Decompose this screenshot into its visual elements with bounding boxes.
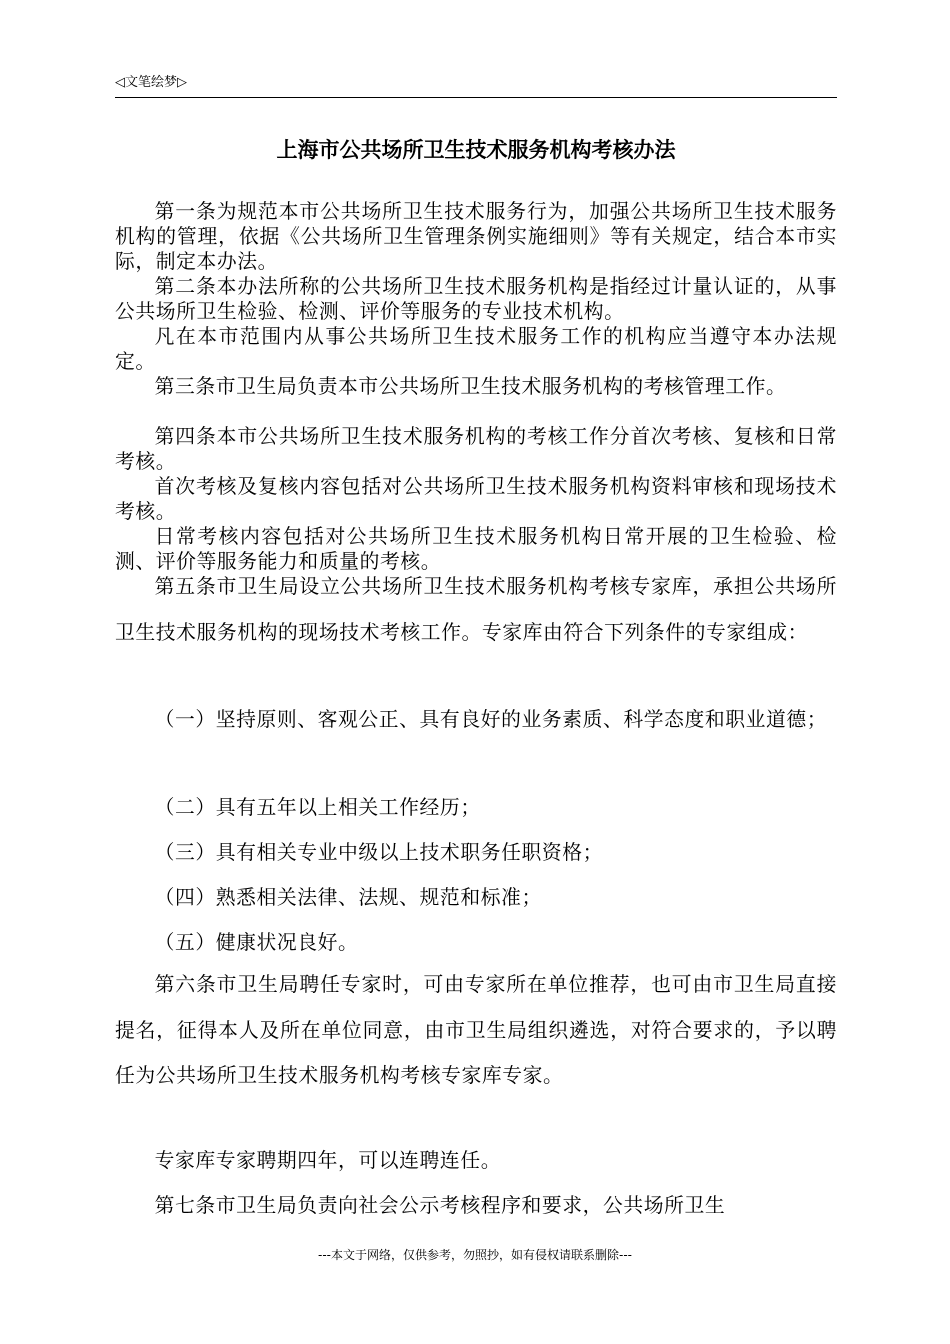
scope-paragraph: 凡在本市范围内从事公共场所卫生技术服务工作的机构应当遵守本办法规定。 [115,325,837,373]
article-2-paragraph: 第二条本办法所称的公共场所卫生技术服务机构是指经过计量认证的，从事公共场所卫生检验、检测、评价等服务的专业技术机构。 [115,275,837,323]
article-6-paragraph: 第六条市卫生局聘任专家时，可由专家所在单位推荐，也可由市卫生局直接提名，征得本人及所在单位同意，由市卫生局组织遴选，对符合要求的，予以聘任为公共场所卫生技术服务机构考核专家库专家。 [115,973,837,1087]
article-5-paragraph: 第五条市卫生局设立公共场所卫生技术服务机构考核专家库，承担公共场所卫生技术服务机构的现场技术考核工作。专家库由符合下列条件的专家组成： [115,575,837,644]
header-label: ◁文笔绘梦▷ [115,75,187,90]
condition-1-item: （一）坚持原则、客观公正、具有良好的业务素质、科学态度和职业道德； [154,708,828,731]
article-4-paragraph: 第四条本市公共场所卫生技术服务机构的考核工作分首次考核、复核和日常考核。 [115,425,837,473]
condition-4-item: （四）熟悉相关法律、法规、规范和标准； [154,886,542,909]
initial-assessment-paragraph: 首次考核及复核内容包括对公共场所卫生技术服务机构资料审核和现场技术考核。 [115,475,837,523]
routine-assessment-paragraph: 日常考核内容包括对公共场所卫生技术服务机构日常开展的卫生检验、检测、评价等服务能力和质量的考核。 [115,525,837,573]
condition-5-item: （五）健康状况良好。 [154,931,359,954]
condition-3-item: （三）具有相关专业中级以上技术职务任职资格； [154,841,603,864]
document-title: 上海市公共场所卫生技术服务机构考核办法 [276,138,676,162]
page-header [115,73,837,98]
term-paragraph: 专家库专家聘期四年，可以连聘连任。 [154,1149,502,1172]
article-7-paragraph: 第七条市卫生局负责向社会公示考核程序和要求，公共场所卫生 [154,1194,726,1217]
condition-2-item: （二）具有五年以上相关工作经历； [154,796,481,819]
article-3-paragraph: 第三条市卫生局负责本市公共场所卫生技术服务机构的考核管理工作。 [154,375,787,398]
page-footer: ---本文于网络，仅供参考，勿照抄，如有侵权请联系删除--- [318,1248,632,1262]
article-1-paragraph: 第一条为规范本市公共场所卫生技术服务行为，加强公共场所卫生技术服务机构的管理，依据《公共场所卫生管理条例实施细则》等有关规定，结合本市实际，制定本办法。 [115,200,837,273]
